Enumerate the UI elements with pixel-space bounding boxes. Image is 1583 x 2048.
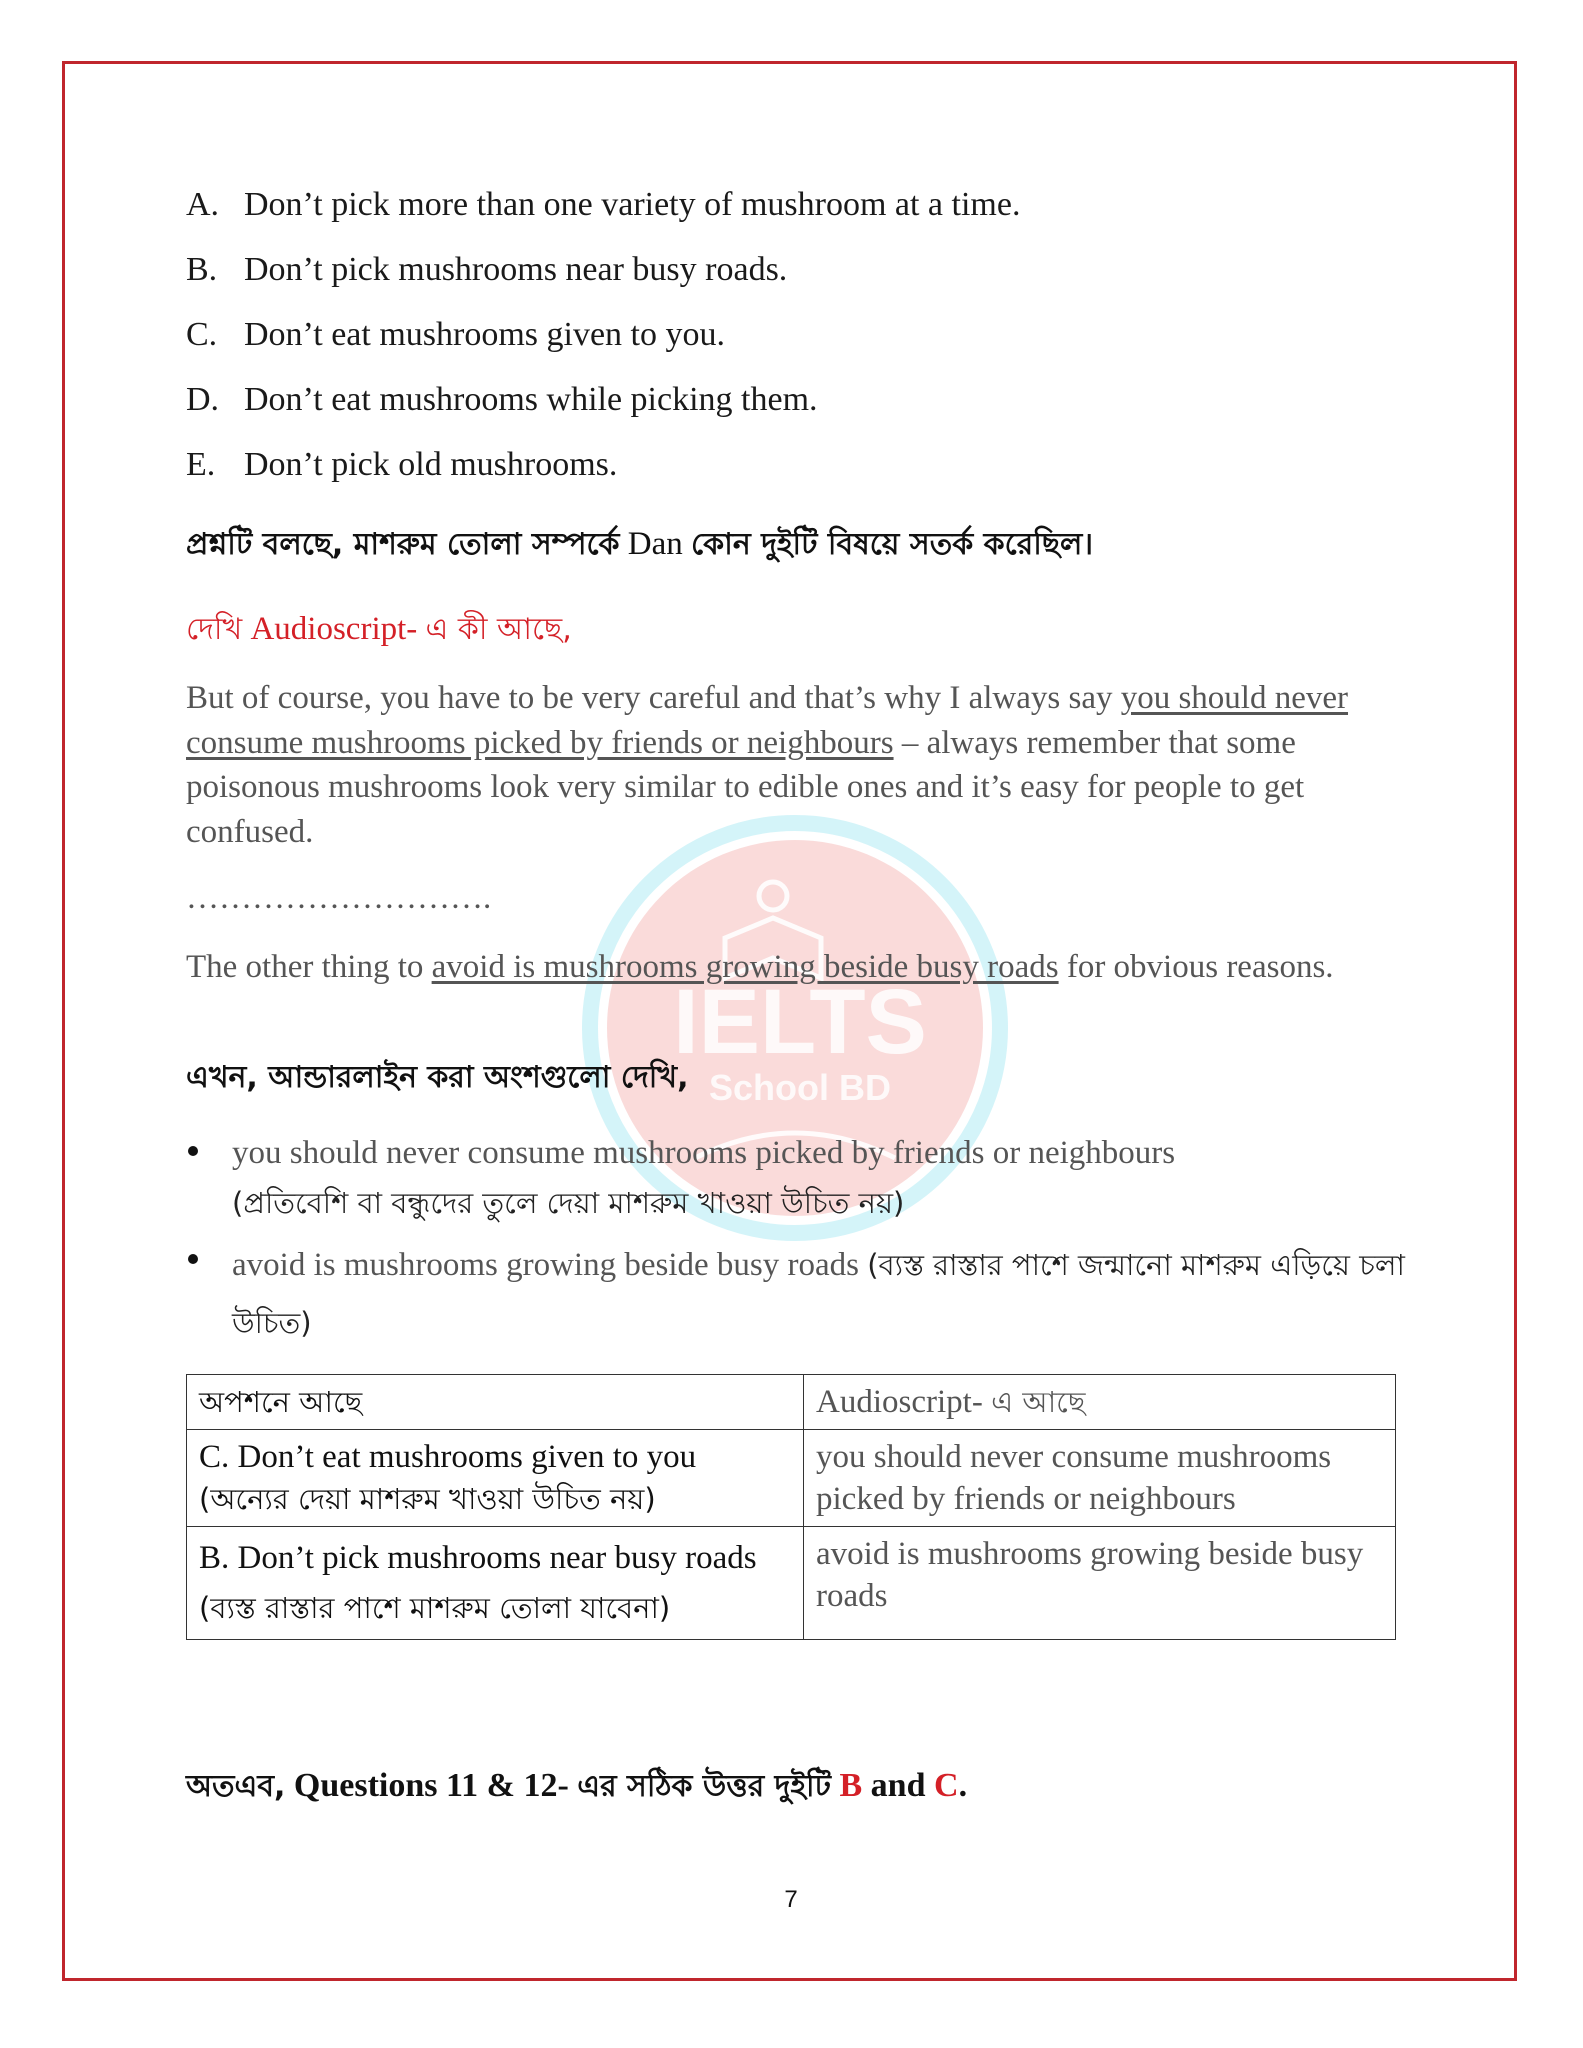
answer-c: C — [934, 1767, 959, 1804]
option-c: C. Don’t eat mushrooms given to you. — [186, 316, 725, 353]
table-row — [187, 1527, 1396, 1640]
bullet-dot — [188, 1254, 198, 1264]
table-header-row — [187, 1375, 1396, 1430]
question-note: প্রশ্নটি বলছে, মাশরুম তোলা সম্পর্কে Dan কোন দুইটি বিষয়ে সতর্ক করেছিল। — [186, 526, 1094, 562]
bullet-dot — [188, 1146, 198, 1156]
table-cell-option: B. Don’t pick mushrooms near busy roads (ব্যস্ত রাস্তার পাশে মাশরুম তোলা যাবেনা) — [187, 1527, 804, 1640]
page-number: 7 — [784, 1886, 798, 1913]
table-cell-audioscript: avoid is mushrooms growing beside busy roads — [804, 1527, 1396, 1640]
underline-note: এখন, আন্ডারলাইন করা অংশগুলো দেখি, — [186, 1060, 689, 1095]
option-a: A. Don’t pick more than one variety of mushroom at a time. — [186, 186, 1021, 223]
option-d: D. Don’t eat mushrooms while picking them. — [186, 381, 818, 418]
option-e: E. Don’t pick old mushrooms. — [186, 446, 618, 483]
table-cell-audioscript: you should never consume mushrooms picked by friends or neighbours — [804, 1430, 1396, 1527]
table-header-right: Audioscript- এ আছে — [804, 1375, 1396, 1430]
audioscript-paragraph-1: But of course, you have to be very careful and that’s why I always say you should never consume mushrooms picked by friends or neighbours – always remember that some poisonous mushrooms look very similar to edible ones and it’s easy for people to get confused. — [186, 680, 1349, 850]
underlined-phrase-2: avoid is mushrooms growing beside busy roads — [431, 949, 1059, 985]
bullet-item-1: you should never consume mushrooms picked by friends or neighbours (প্রতিবেশি বা বন্ধুদের তুলে দেয়া মাশরুম খাওয়া উচিত নয়) — [186, 1128, 1416, 1228]
ellipsis: ………………………. — [186, 880, 492, 916]
audioscript-paragraph-2: The other thing to avoid is mushrooms growing beside busy roads for obvious reasons. — [186, 949, 1334, 985]
bullet-list — [186, 1128, 1416, 1352]
answer-b: B — [839, 1767, 863, 1804]
underlined-phrase-1: you should never consume mushrooms picked by friends or neighbours — [186, 680, 1349, 761]
table-row — [187, 1430, 1396, 1527]
watermark-brand: IELTS — [673, 971, 927, 1073]
option-b: B. Don’t pick mushrooms near busy roads. — [186, 251, 788, 288]
audioscript-heading: দেখি Audioscript- এ কী আছে, — [186, 611, 572, 647]
table-header-left: অপশনে আছে — [187, 1375, 804, 1430]
conclusion-line: অতএব, Questions 11 & 12- এর সঠিক উত্তর দুইটি B and C. — [186, 1767, 968, 1804]
watermark-sub: School BD — [708, 1067, 892, 1108]
table-cell-option: C. Don’t eat mushrooms given to you (অন্যের দেয়া মাশরুম খাওয়া উচিত নয়) — [187, 1430, 804, 1527]
comparison-table — [186, 1374, 1396, 1640]
bullet-item-2: avoid is mushrooms growing beside busy roads (ব্যস্ত রাস্তার পাশে জন্মানো মাশরুম এড়িয়ে চলা উচিত) — [186, 1236, 1416, 1352]
